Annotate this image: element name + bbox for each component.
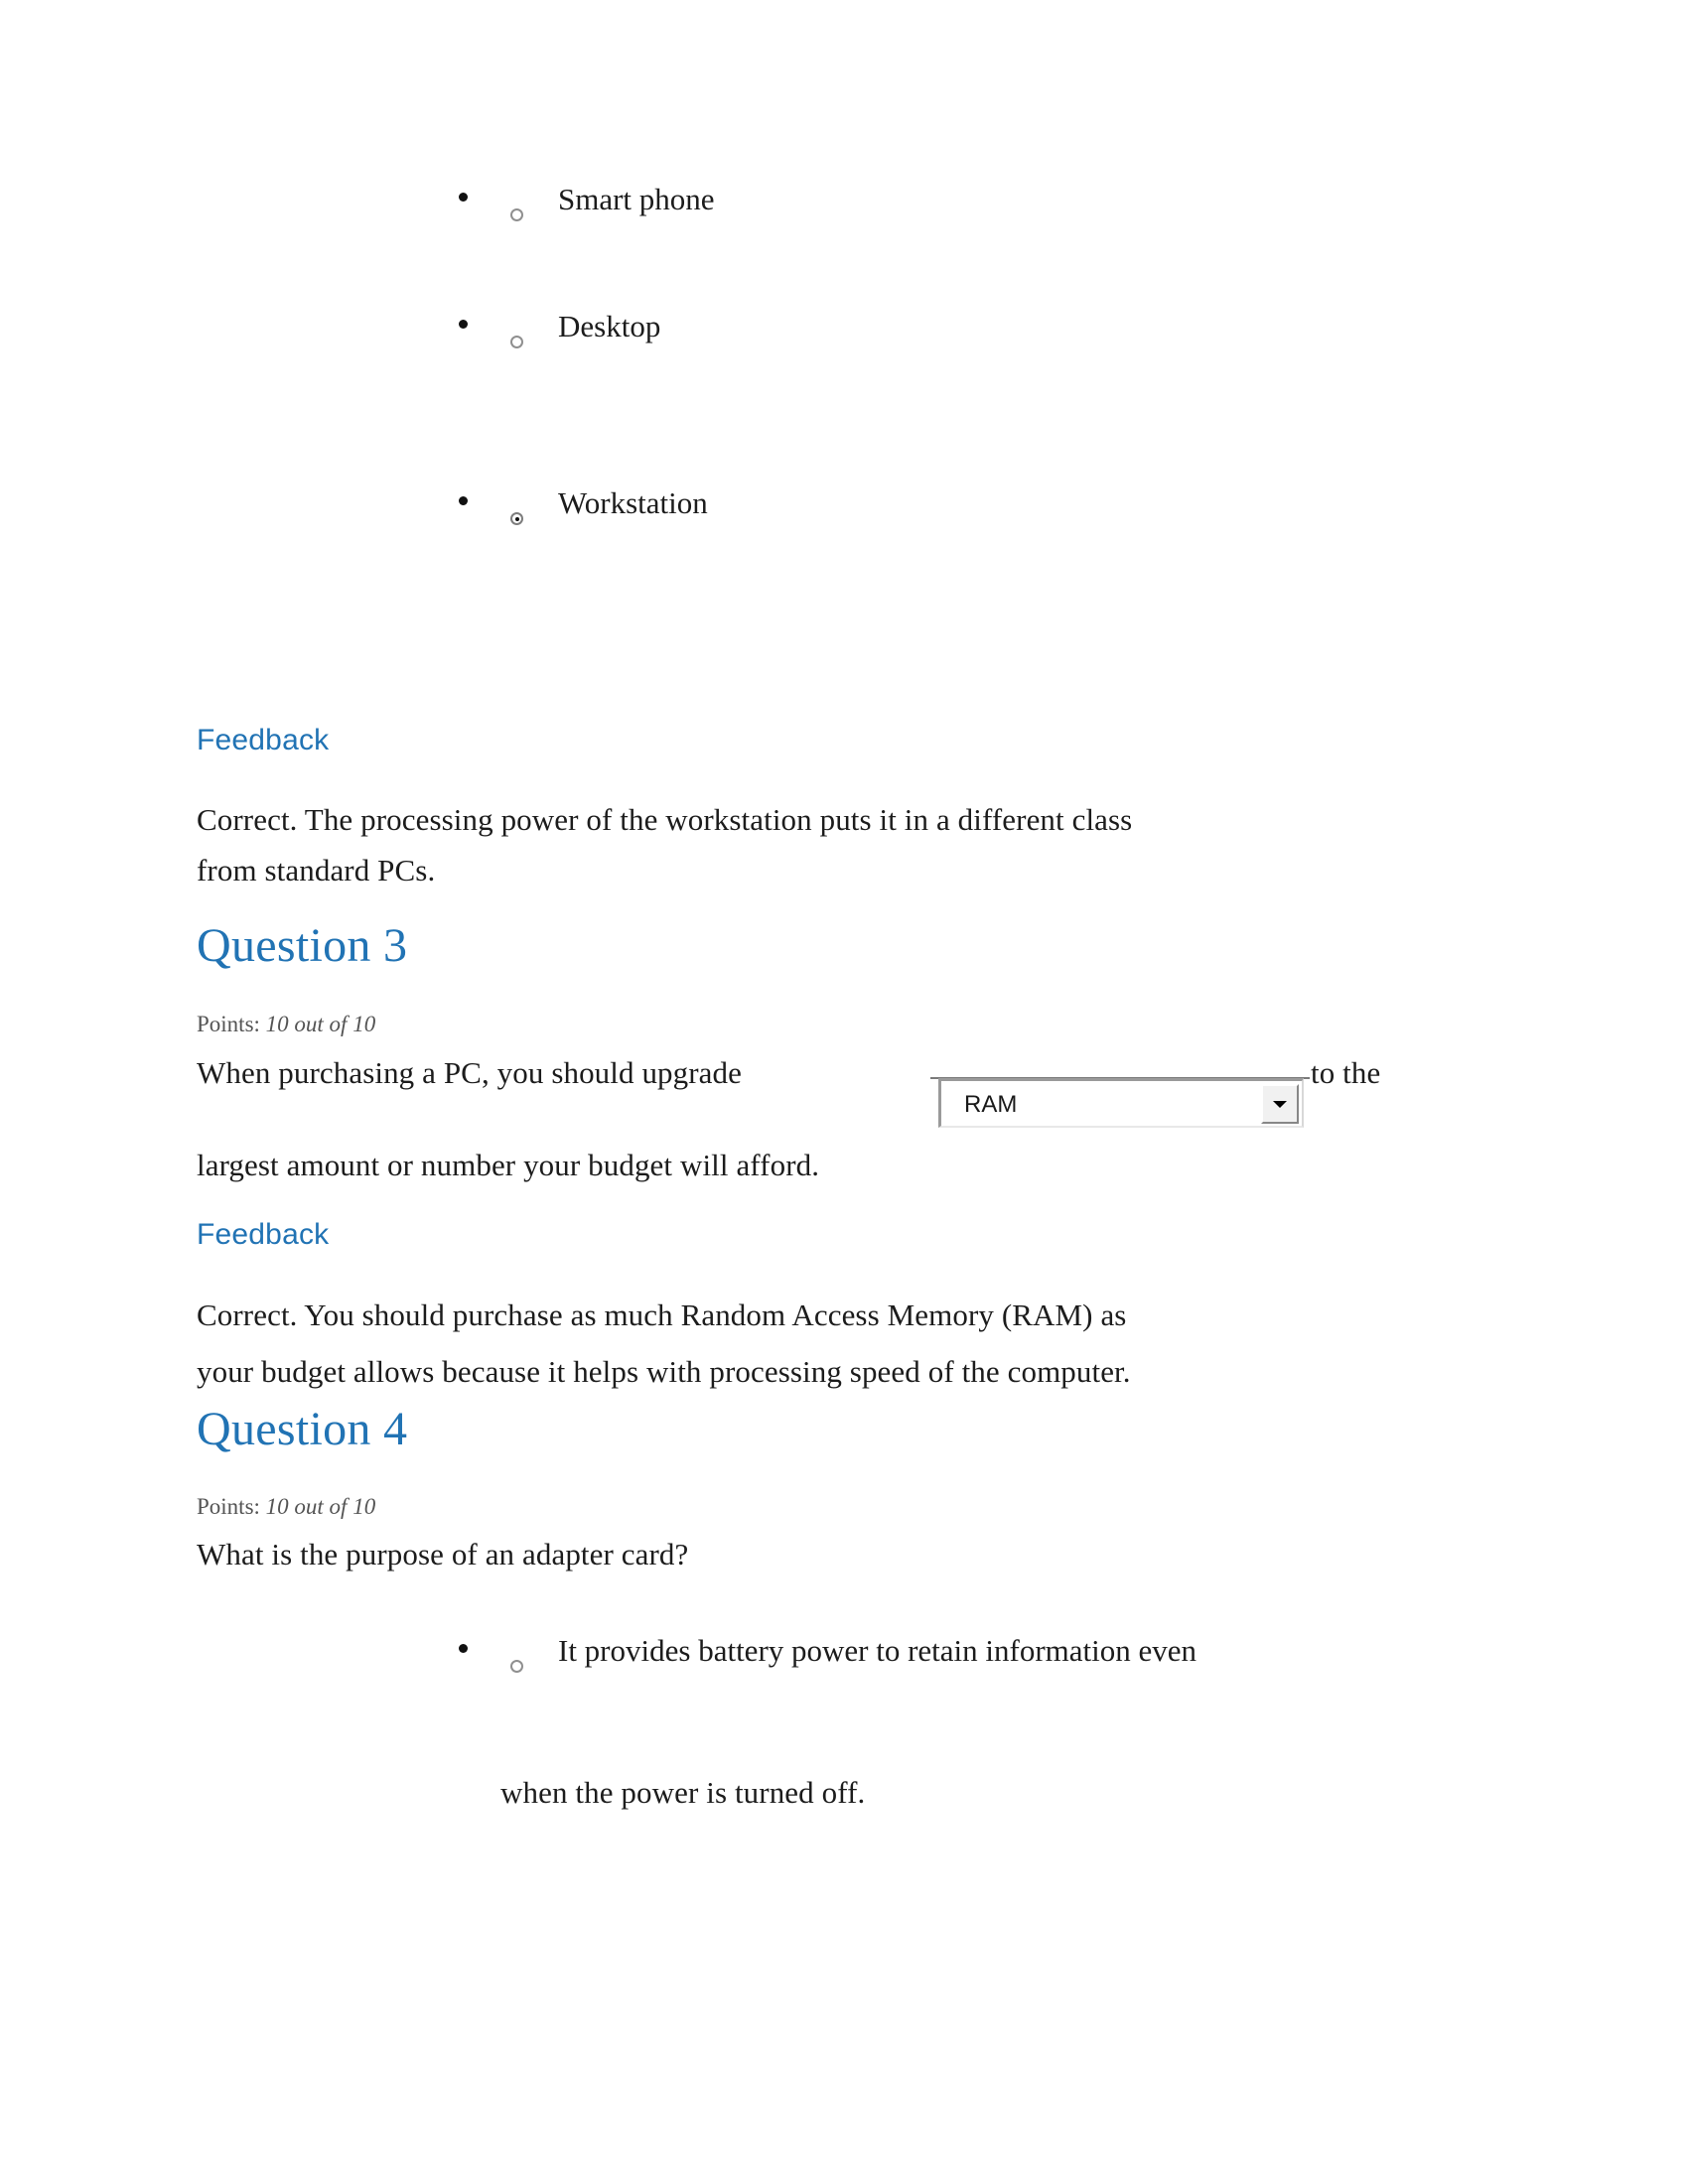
dropdown-toggle-button[interactable] <box>1261 1084 1299 1124</box>
bullet-icon <box>459 1644 468 1653</box>
answer-option-label: Smart phone <box>558 182 715 216</box>
bullet-icon <box>459 193 468 202</box>
question-3-prompt-line-2: largest amount or number your budget will afford. <box>197 1148 820 1182</box>
question-3-heading: Question 3 <box>197 919 408 972</box>
question-4-heading: Question 4 <box>197 1403 408 1455</box>
radio-button-workstation[interactable] <box>510 512 523 525</box>
feedback-text-line-1: Correct. The processing power of the workstation puts it in a different class <box>197 802 1133 837</box>
feedback-text-line-2: your budget allows because it helps with processing speed of the computer. <box>197 1354 1131 1389</box>
question-3-points <box>197 1011 375 1038</box>
dropdown-inner <box>941 1081 1302 1126</box>
points-value: 10 out of 10 <box>265 1012 376 1036</box>
points-label: Points: <box>197 1494 260 1519</box>
feedback-text-line-2: from standard PCs. <box>197 853 436 887</box>
chevron-down-icon <box>1273 1101 1287 1108</box>
question-4-prompt: What is the purpose of an adapter card? <box>197 1537 689 1571</box>
dropdown-selected-value: RAM <box>964 1091 1018 1118</box>
radio-button-desktop[interactable] <box>510 336 523 348</box>
answer-option-label: Workstation <box>558 485 708 520</box>
radio-button-adapter-card-option-1[interactable] <box>510 1660 523 1673</box>
feedback-text-line-1: Correct. You should purchase as much Random Access Memory (RAM) as <box>197 1297 1127 1332</box>
question-4-points <box>197 1493 375 1521</box>
answer-option-row[interactable] <box>459 482 1551 542</box>
bullet-icon <box>459 496 468 505</box>
feedback-heading: Feedback <box>197 724 330 756</box>
bullet-icon <box>459 320 468 329</box>
answer-option-label: It provides battery power to retain information even <box>558 1633 1197 1668</box>
answer-dropdown[interactable] <box>938 1078 1304 1128</box>
points-label: Points: <box>197 1012 260 1036</box>
answer-option-row[interactable] <box>459 179 1551 238</box>
answer-option-label: Desktop <box>558 309 661 343</box>
answer-option-row[interactable] <box>459 306 1551 365</box>
feedback-heading: Feedback <box>197 1218 330 1251</box>
radio-button-smart-phone[interactable] <box>510 208 523 221</box>
question-3-prompt-before: When purchasing a PC, you should upgrade <box>197 1055 742 1090</box>
question-3-prompt-after: to the <box>1311 1055 1381 1090</box>
points-value: 10 out of 10 <box>265 1494 376 1519</box>
answer-option-row[interactable] <box>459 1630 1571 1759</box>
answer-option-label-continuation: when the power is turned off. <box>500 1775 866 1810</box>
